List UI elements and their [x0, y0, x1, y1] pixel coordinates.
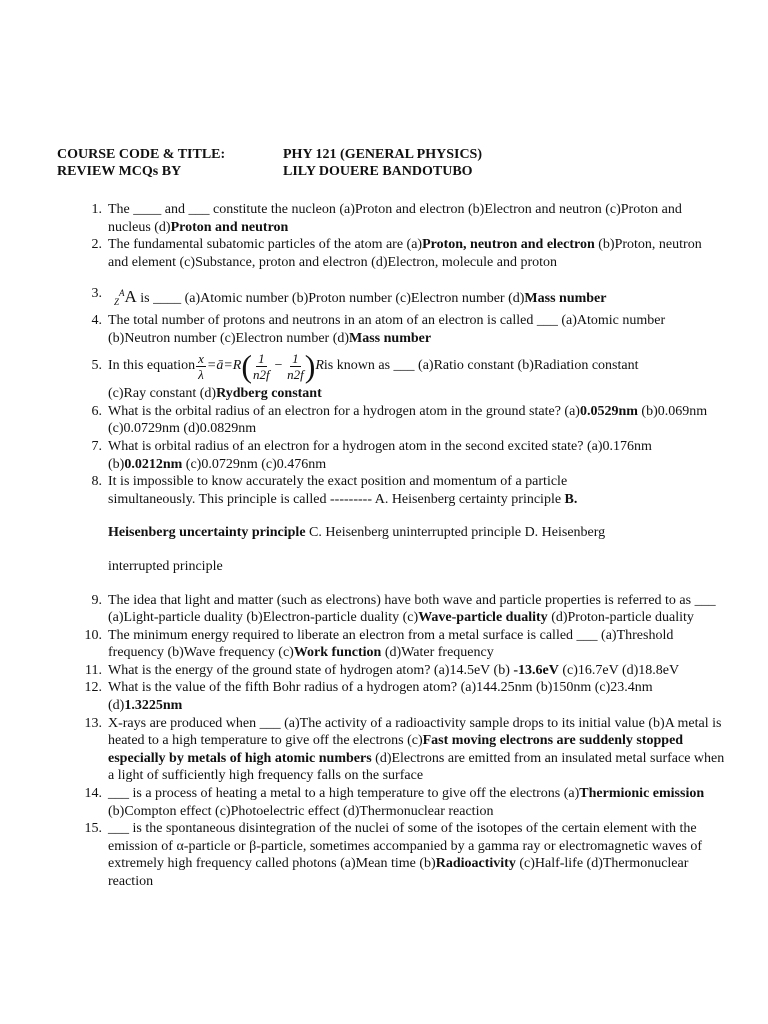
- question-13: 13. X-rays are produced when ___ (a)The activity of a radioactivity sample drops to its initial value (b)A metal is heated to a high temperature to give off the electrons (c)Fast moving electrons are suddenly stopped especially by metals of high atomic numbers (d)Electrons are emitted from an insulated metal surface when a light of sufficiently high frequency falls on the surface: [84, 715, 725, 784]
- question-15: 15. ___ is the spontaneous disintegration of the nuclei of some of the isotopes of the certain element with the emission of α-particle or β-particle, sometimes accompanied by a gamma ray or electromagnetic waves of extremely high frequency called photons (a)Mean time (b)Radioactivity (c)Half-life (d)Thermonuclear reaction: [84, 821, 703, 889]
- question-4: 4. The total number of protons and neutrons in an atom of an electron is called ___ (a)Atomic number (b)Neutron number (c)Electron number (d)Mass number: [91, 312, 666, 346]
- question-12: 12. What is the value of the fifth Bohr radius of a hydrogen atom? (a)144.25nm (b)150nm (c)23.4nm (d)1.3225nm: [84, 680, 653, 714]
- mass-number-sup: A: [119, 288, 125, 299]
- answer-9: Wave-particle duality: [418, 610, 548, 626]
- answer-2: Proton, neutron and electron: [422, 237, 595, 253]
- course-code-value: PHY 121 (GENERAL PHYSICS): [283, 147, 483, 162]
- answer-14: Thermionic emission: [579, 786, 705, 802]
- answer-3: Mass number: [524, 291, 607, 307]
- answer-12: 1.3225nm: [124, 698, 183, 714]
- question-3: 3. $_Z^A$A is ____ (a)Atomic number (b)Proton number (c)Electron number (d)Mass number: [91, 286, 607, 308]
- equation-fraction-2: $\frac{1}{n2f}$: [287, 350, 304, 382]
- atomic-number-sub: Z: [114, 297, 120, 308]
- answer-13: Fast moving electrons are suddenly stopped especially by metals of high atomic numbers: [108, 733, 684, 766]
- answer-7: 0.0212nm: [124, 456, 183, 472]
- question-7: 7. What is orbital radius of an electron for a hydrogen atom in the second excited state? (a)0.176nm (b)0.0212nm (c)0.0729nm (c)0.476nm: [91, 438, 652, 472]
- question-5: 5. In this equation $\frac{x}{\lambda}$ =ā=R ( $\frac{1}{n2f}$ − $\frac{1}{n2f}$ ) R is known as ___ (a)Ratio constant (b)Radiation constant (c)Ray constant (d)Rydberg constant: [91, 348, 639, 402]
- question-14: 14. ___ is a process of heating a metal to a high temperature to give off the electrons (a)Thermionic emission (b)Compton effect (c)Photoelectric effect (d)Thermonuclear reaction: [84, 786, 705, 819]
- equation-fraction-x-lambda: $\frac{x}{\lambda}$: [198, 350, 204, 382]
- answer-4: Mass number: [349, 330, 432, 346]
- element-symbol: A: [124, 287, 137, 307]
- answer-10: Work function: [293, 645, 382, 661]
- answer-8: Heisenberg uncertainty principle: [108, 525, 306, 541]
- question-2: 2. The fundamental subatomic particles of the atom are (a)Proton, neutron and electron (b)Proton, neutron and element (c)Substance, proton and electron (d)Electron, molecule and proton: [91, 237, 702, 270]
- answer-8-letter: B.: [564, 491, 578, 507]
- answer-1: Proton and neutron: [170, 219, 289, 235]
- question-10: 10. The minimum energy required to liberate an electron from a metal surface is called ___ (a)Threshold frequency (b)Wave frequency (c)Work function (d)Water frequency: [84, 627, 674, 661]
- question-list: [57, 201, 725, 891]
- review-by-label: REVIEW MCQs BY: [57, 164, 182, 179]
- question-1: 1. The ____ and ___ constitute the nucleon (a)Proton and electron (b)Electron and neutron (c)Proton and nucleus (d)Proton and neutron: [91, 202, 682, 235]
- question-8: 8. It is impossible to know accurately the exact position and momentum of a particle simultaneously. This principle is called --------- A. Heisenberg certainty principle B. Heisenberg uncertainty principle C. Heisenberg uninterrupted principle D. Heisenberg interrupted principle: [91, 474, 606, 574]
- question-6: 6. What is the orbital radius of an electron for a hydrogen atom in the ground state? (a)0.0529nm (b)0.069nm (c)0.0729nm (d)0.0829nm: [91, 403, 708, 437]
- answer-15: Radioactivity: [435, 856, 516, 872]
- answer-5: Rydberg constant: [216, 386, 322, 402]
- document-header: [57, 146, 482, 180]
- author-name: LILY DOUERE BANDOTUBO: [283, 164, 473, 179]
- answer-11: -13.6eV: [513, 662, 559, 678]
- answer-6: 0.0529nm: [579, 403, 638, 419]
- question-11: 11. What is the energy of the ground state of hydrogen atom? (a)14.5eV (b) -13.6eV (c)16.7eV (d)18.8eV: [85, 662, 680, 678]
- question-9: 9. The idea that light and matter (such as electrons) have both wave and particle properties is referred to as ___ (a)Light-particle duality (b)Electron-particle duality (c)Wave-particle duality (d)Proton-particle duality: [91, 592, 716, 626]
- equation-fraction-1: $\frac{1}{n2f}$: [253, 350, 270, 382]
- course-code-label: COURSE CODE & TITLE:: [57, 147, 226, 162]
